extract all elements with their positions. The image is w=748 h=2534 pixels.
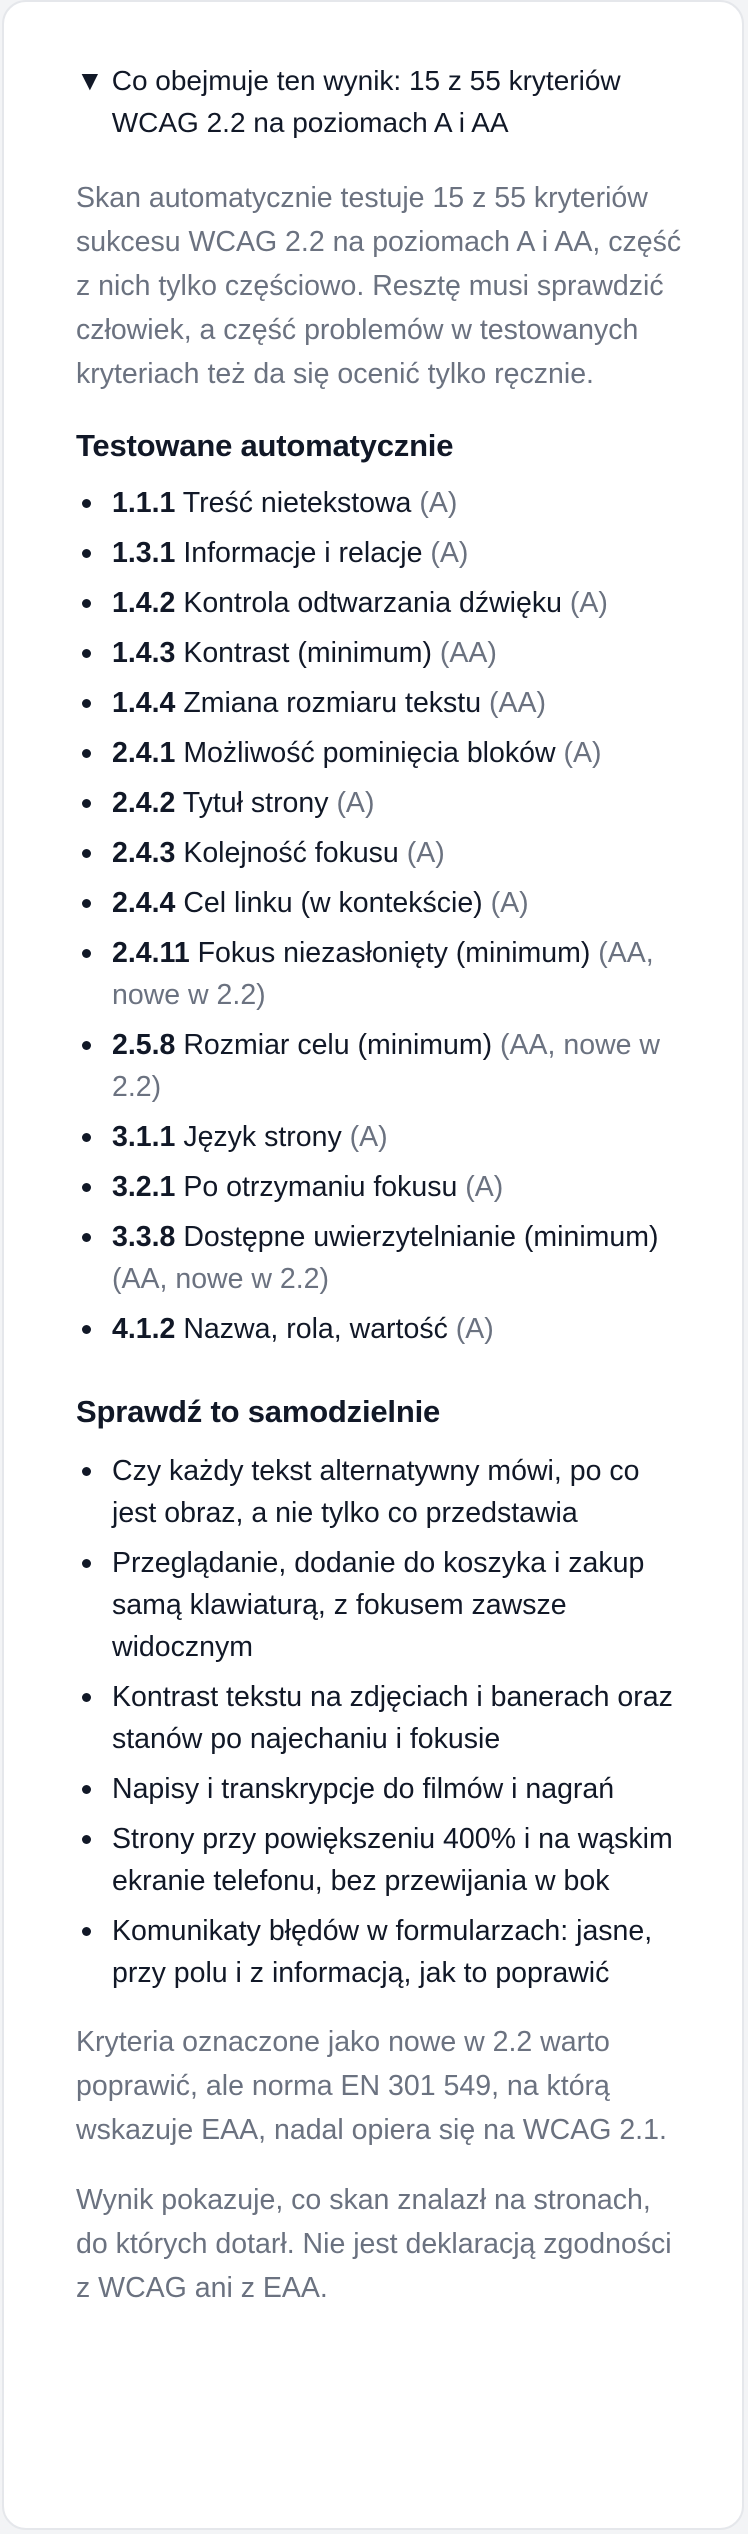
criterion-name: Po otrzymaniu fokusu [183,1171,458,1203]
criterion-level: (A) [563,737,602,769]
criterion-level: (A) [465,1171,504,1203]
triangle-down-icon: ▼ [76,65,104,96]
bullet-icon [82,1133,91,1142]
criterion-item [76,1024,686,1108]
bullet-icon [82,899,91,908]
criterion-code: 1.4.2 [112,587,176,619]
bullet-icon [82,1835,91,1844]
bullet-icon [82,749,91,758]
criterion-code: 2.4.4 [112,887,176,919]
manual-check-item [76,1818,686,1902]
result-disclaimer: Wynik pokazuje, co skan znalazł na stronach, do których dotarł. Nie jest deklaracją zgodności z WCAG ani z EAA. [76,2184,672,2304]
criterion-level: (A) [406,837,445,869]
criterion-level: (A) [349,1121,388,1153]
bullet-icon [82,549,91,558]
bullet-icon [82,699,91,708]
criterion-item [76,932,686,1016]
criterion-level: (AA, nowe w 2.2) [112,937,654,1011]
criterion-item [76,582,686,624]
criterion-item [76,682,686,724]
manual-check-heading: Sprawdź to samodzielnie [76,1394,441,1429]
criterion-item [76,1116,686,1158]
criterion-item [76,882,686,924]
criterion-item [76,532,686,574]
criterion-item [76,832,686,874]
criterion-code: 3.2.1 [112,1171,176,1203]
criterion-name: Kontrast (minimum) [183,637,432,669]
manual-check-text: Komunikaty błędów w formularzach: jasne, przy polu i z informacją, jak to poprawić [112,1915,653,1989]
criteria-list [76,482,686,1350]
criterion-name: Tytuł strony [182,787,329,819]
manual-check-item [76,1542,686,1668]
criterion-code: 1.3.1 [112,537,176,569]
bullet-icon [82,1183,91,1192]
criterion-code: 4.1.2 [112,1313,176,1345]
criterion-name: Rozmiar celu (minimum) [183,1029,493,1061]
manual-check-text: Czy każdy tekst alternatywny mówi, po co jest obraz, a nie tylko co przedstawia [112,1455,640,1529]
manual-check-item [76,1910,686,1994]
criterion-item [76,732,686,774]
criterion-item [76,1308,686,1350]
criterion-name: Dostępne uwierzytelnianie (minimum) [183,1221,659,1253]
manual-check-text: Przeglądanie, dodanie do koszyka i zakup samą klawiaturą, z fokusem zawsze widocznym [112,1547,645,1663]
bullet-icon [82,649,91,658]
criterion-code: 1.1.1 [112,487,176,519]
manual-check-text: Napisy i transkrypcje do filmów i nagrań [112,1773,615,1805]
criterion-code: 1.4.3 [112,637,176,669]
criterion-level: (A) [455,1313,494,1345]
wcag-coverage-card [2,0,744,2530]
manual-check-list [76,1450,686,1994]
summary-text: Co obejmuje ten wynik: 15 z 55 kryteriów WCAG 2.2 na poziomach A i AA [111,65,621,138]
criterion-code: 2.4.2 [112,787,176,819]
criterion-item [76,1166,686,1208]
criterion-name: Możliwość pominięcia bloków [183,737,556,769]
coverage-summary-toggle[interactable] [76,60,686,144]
manual-check-text: Strony przy powiększeniu 400% i na wąskim ekranie telefonu, bez przewijania w bok [112,1823,673,1897]
bullet-icon [82,1041,91,1050]
card-content [76,60,686,2310]
criterion-level: (AA, nowe w 2.2) [112,1029,661,1103]
criterion-name: Cel linku (w kontekście) [183,887,483,919]
criterion-code: 2.4.3 [112,837,176,869]
bullet-icon [82,1325,91,1334]
criterion-code: 3.3.8 [112,1221,176,1253]
criterion-level: (AA) [489,687,546,719]
criterion-item [76,1216,686,1300]
bullet-icon [82,1927,91,1936]
criterion-code: 3.1.1 [112,1121,176,1153]
criterion-level: (A) [336,787,375,819]
bullet-icon [82,499,91,508]
criterion-level: (AA) [439,637,497,669]
bullet-icon [82,1693,91,1702]
criterion-name: Fokus niezasłonięty (minimum) [197,937,591,969]
criterion-name: Treść nietekstowa [182,487,412,519]
criterion-name: Kontrola odtwarzania dźwięku [183,587,562,619]
criterion-name: Język strony [183,1121,342,1153]
criterion-name: Informacje i relacje [183,537,423,569]
criterion-name: Zmiana rozmiaru tekstu [183,687,482,719]
manual-check-item [76,1768,686,1810]
bullet-icon [82,849,91,858]
criterion-level: (AA, nowe w 2.2) [112,1263,330,1295]
criterion-name: Nazwa, rola, wartość [183,1313,448,1345]
criterion-level: (A) [419,487,458,519]
bullet-icon [82,1559,91,1568]
intro-text: Skan automatycznie testuje 15 z 55 kryteriów sukcesu WCAG 2.2 na poziomach A i AA, część z nich tylko częściowo. Resztę musi sprawdzić człowiek, a część problemów w testowanych kryteriach też da się ocenić tylko ręcznie. [76,182,682,390]
criterion-item [76,632,686,674]
bullet-icon [82,1233,91,1242]
criterion-level: (A) [430,537,469,569]
bullet-icon [82,599,91,608]
criterion-name: Kolejność fokusu [183,837,399,869]
criterion-item [76,782,686,824]
criterion-code: 2.4.11 [112,937,190,969]
criterion-code: 2.5.8 [112,1029,176,1061]
new-criteria-note: Kryteria oznaczone jako nowe w 2.2 warto poprawić, ale norma EN 301 549, na którą wskazuje EAA, nadal opiera się na WCAG 2.1. [76,2026,667,2146]
criterion-level: (A) [490,887,529,919]
bullet-icon [82,799,91,808]
criterion-level: (A) [569,587,608,619]
manual-check-item [76,1676,686,1760]
manual-check-text: Kontrast tekstu na zdjęciach i banerach oraz stanów po najechaniu i fokusie [112,1681,673,1755]
auto-tested-heading: Testowane automatycznie [76,428,454,463]
criterion-code: 1.4.4 [112,687,176,719]
criterion-code: 2.4.1 [112,737,176,769]
criterion-item [76,482,686,524]
bullet-icon [82,1467,91,1476]
bullet-icon [82,949,91,958]
manual-check-item [76,1450,686,1534]
bullet-icon [82,1785,91,1794]
